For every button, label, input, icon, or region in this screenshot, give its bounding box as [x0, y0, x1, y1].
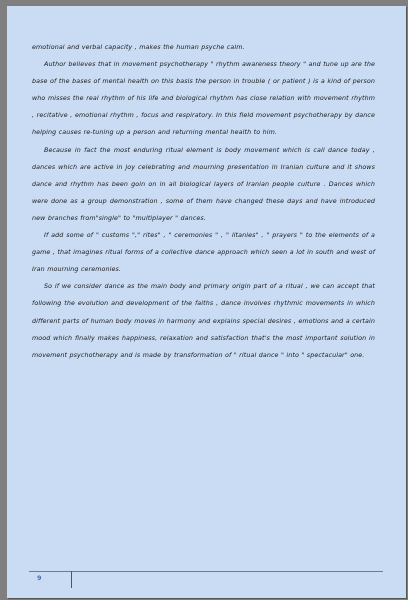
paragraph-1: emotional and verbal capacity , makes the human psyche calm.	[32, 44, 245, 51]
footer-rule	[29, 571, 383, 572]
paragraph-4: If add some of " customs "," rites" , " ceremonies " , " litanies" , " prayers " to the elements of a game , that imagines ritual forms of a collective dance approach which seen a lot in south and west of Iran mourning ceremonies.	[32, 232, 375, 274]
document-page	[7, 6, 406, 598]
footer-divider	[71, 571, 72, 588]
paragraph-3: Because in fact the most enduring ritual element is body movement which is call dance today , dances which are active in joy celebrating and mourning presentation in Iranian culture and it shows dance and rhythm has been goin on in all biological layers of Iranian people culture . Dances which were done as a group demonstration , some of them have changed these days and have introduced new branches from"single" to "multiplayer " dances.	[32, 146, 375, 222]
body-text	[32, 39, 375, 364]
page-number: 9	[37, 574, 42, 582]
paragraph-2: Author believes that in movement psychotherapy " rhythm awareness theory " and tune up are the base of the bases of mental health on this basis the person in trouble ( or patient ) is a kind of person who misses the real rhythm of his life and biological rhythm has close relation with movement rhythm , recitative , emotional rhythm , focus and respiratory. In this field movement psychotherapy by dance helping causes re-tuning up a person and returning mental health to him.	[32, 61, 375, 137]
paragraph-5: So if we consider dance as the main body and primary origin part of a ritual , we can accept that following the evolution and development of the faiths , dance involves rhythmic movements in which different parts of human body moves in harmony and explains special desires , emotions and a certain mood which finally makes happiness, relaxation and satisfaction that's the most important solution in movement psychotherapy and is made by transformation of " ritual dance " into " spectacular" one.	[32, 283, 375, 359]
